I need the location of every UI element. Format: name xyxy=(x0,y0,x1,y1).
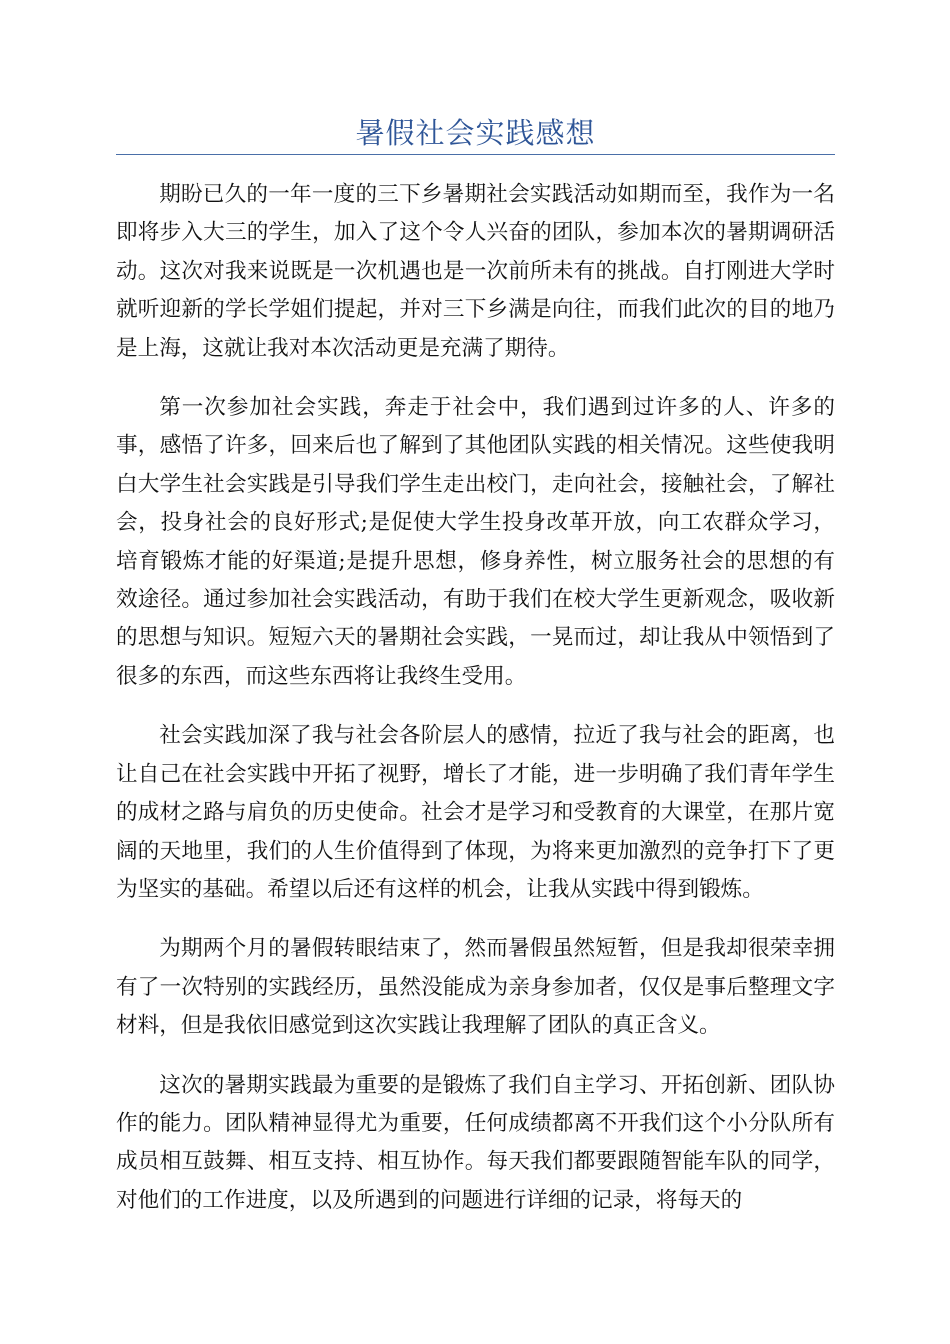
paragraph-1: 期盼已久的一年一度的三下乡暑期社会实践活动如期而至，我作为一名即将步入大三的学生，加入了这个令人兴奋的团队，参加本次的暑期调研活动。这次对我来说既是一次机遇也是一次前所未有的挑战。自打刚进大学时就听迎新的学长学姐们提起，并对三下乡满是向往，而我们此次的目的地乃是上海，这就让我对本次活动更是充满了期待。 xyxy=(116,182,835,361)
document-body xyxy=(116,176,835,1241)
paragraph-2: 第一次参加社会实践，奔走于社会中，我们遇到过许多的人、许多的事，感悟了许多，回来后也了解到了其他团队实践的相关情况。这些使我明白大学生社会实践是引导我们学生走出校门，走向社会，接触社会，了解社会，投身社会的良好形式;是促使大学生投身改革开放，向工农群众学习，培育锻炼才能的好渠道;是提升思想，修身养性，树立服务社会的思想的有效途径。通过参加社会实践活动，有助于我们在校大学生更新观念，吸收新的思想与知识。短短六天的暑期社会实践，一晃而过，却让我从中领悟到了很多的东西，而这些东西将让我终生受用。 xyxy=(116,395,835,689)
page-title: 暑假社会实践感想 xyxy=(355,116,596,150)
paragraph-4: 为期两个月的暑假转眼结束了，然而暑假虽然短暂，但是我却很荣幸拥有了一次特别的实践经历，虽然没能成为亲身参加者，仅仅是事后整理文字材料，但是我依旧感觉到这次实践让我理解了团队的真正含义。 xyxy=(116,936,835,1039)
title-area xyxy=(116,112,835,155)
paragraph-3: 社会实践加深了我与社会各阶层人的感情，拉近了我与社会的距离，也让自己在社会实践中开拓了视野，增长了才能，进一步明确了我们青年学生的成材之路与肩负的历史使命。社会才是学习和受教育的大课堂，在那片宽阔的天地里，我们的人生价值得到了体现，为将来更加激烈的竞争打下了更为坚实的基础。希望以后还有这样的机会，让我从实践中得到锻炼。 xyxy=(116,723,835,902)
paragraph-5: 这次的暑期实践最为重要的是锻炼了我们自主学习、开拓创新、团队协作的能力。团队精神显得尤为重要，任何成绩都离不开我们这个小分队所有成员相互鼓舞、相互支持、相互协作。每天我们都要跟随智能车队的同学，对他们的工作进度，以及所遇到的问题进行详细的记录，将每天的 xyxy=(116,1072,835,1213)
